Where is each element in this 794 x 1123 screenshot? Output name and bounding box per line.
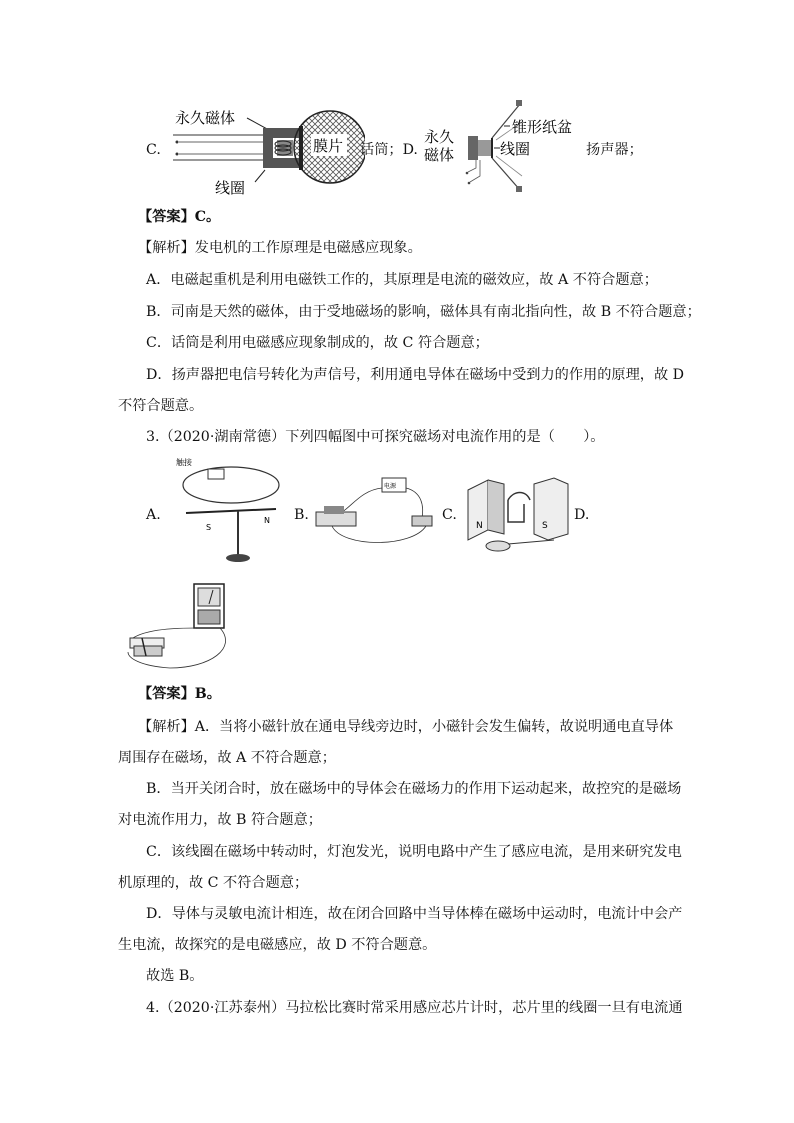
- q3-option-a-label: A.: [146, 507, 161, 523]
- q3-figure-b: [312, 470, 444, 550]
- q2-analysis-d-line2: 不符合题意。: [118, 398, 204, 414]
- spk-cone-label: 锥形纸盆: [512, 118, 573, 136]
- mic-coil-label: 线圈: [215, 179, 246, 197]
- q3-figure-c: [464, 470, 574, 560]
- spk-magnet-bottom-label: 磁体: [424, 146, 455, 164]
- microphone-figure: [165, 100, 365, 200]
- fig-a-s-label: S: [206, 523, 212, 532]
- q2-answer: 【答案】C。: [138, 209, 221, 225]
- q2-analysis: 【解析】发电机的工作原理是电磁感应现象。: [138, 240, 422, 256]
- q3-answer: 【答案】B。: [138, 686, 221, 702]
- q2-analysis-b: B．司南是天然的磁体，由于受地磁场的影响，磁体具有南北指向性，故 B 不符合题意；: [146, 304, 701, 320]
- q3-option-c-label: C.: [442, 507, 457, 523]
- option-c-tail: 话筒；D.: [360, 142, 418, 158]
- fig-c-s-label: S: [542, 521, 548, 531]
- fig-c-n-label: N: [476, 521, 483, 531]
- q3-analysis-d-line1: D．导体与灵敏电流计相连，故在闭合回路中当导体棒在磁场中运动时，电流计中会产: [146, 906, 683, 922]
- q2-analysis-a: A．电磁起重机是利用电磁铁工作的，其原理是电流的磁效应，故 A 不符合题意；: [146, 272, 658, 288]
- q3-analysis-d-line2: 生电流，故探究的是电磁感应，故 D 不符合题意。: [118, 937, 437, 953]
- q3-analysis-c-line2: 机原理的，故 C 不符合题意；: [118, 875, 309, 891]
- q4-stem: 4.（2020·江苏泰州）马拉松比赛时常采用感应芯片计时，芯片里的线圈一旦有电流通: [146, 1000, 683, 1016]
- q3-analysis-b-line2: 对电流作用力，故 B 符合题意；: [118, 812, 322, 828]
- q2-analysis-d-line1: D．扬声器把电信号转化为声信号，利用通电导体在磁场中受到力的作用的原理，故 D: [146, 367, 685, 383]
- mic-film-label: 膜片: [313, 137, 344, 155]
- mic-magnet-label: 永久磁体: [175, 109, 236, 127]
- q3-option-d-label: D.: [574, 507, 590, 523]
- spk-magnet-top-label: 永久: [424, 128, 455, 146]
- speaker-figure: [420, 96, 590, 196]
- q3-analysis-b-line1: B．当开关闭合时，放在磁场中的导体会在磁场力的作用下运动起来，故控究的是磁场: [146, 781, 682, 797]
- option-d-tail: 扬声器；: [586, 142, 643, 158]
- q3-analysis-a-line1: 【解析】A．当将小磁针放在通电导线旁边时，小磁针会发生偏转，故说明通电直导体: [138, 719, 674, 735]
- fig-b-power-label: 电源: [384, 483, 397, 490]
- q3-choose: 故选 B。: [146, 968, 204, 984]
- q2-analysis-c: C．话筒是利用电磁感应现象制成的，故 C 符合题意；: [146, 335, 489, 351]
- q3-analysis-a-line2: 周围存在磁场，故 A 不符合题意；: [118, 750, 336, 766]
- q3-figure-d: [120, 578, 240, 678]
- q3-analysis-c-line1: C．该线圈在磁场中转动时，灯泡发光，说明电路中产生了感应电流，是用来研究发电: [146, 844, 682, 860]
- q3-figure-a: [176, 455, 286, 565]
- fig-a-touch-label: 触接: [176, 458, 192, 467]
- q3-stem: 3.（2020·湖南常德）下列四幅图中可探究磁场对电流作用的是（ ）。: [146, 429, 605, 445]
- fig-a-n-label: N: [264, 516, 270, 525]
- option-c-label: C.: [146, 142, 161, 158]
- q3-option-b-label: B.: [294, 507, 309, 523]
- spk-coil-label: 线圈: [500, 140, 531, 158]
